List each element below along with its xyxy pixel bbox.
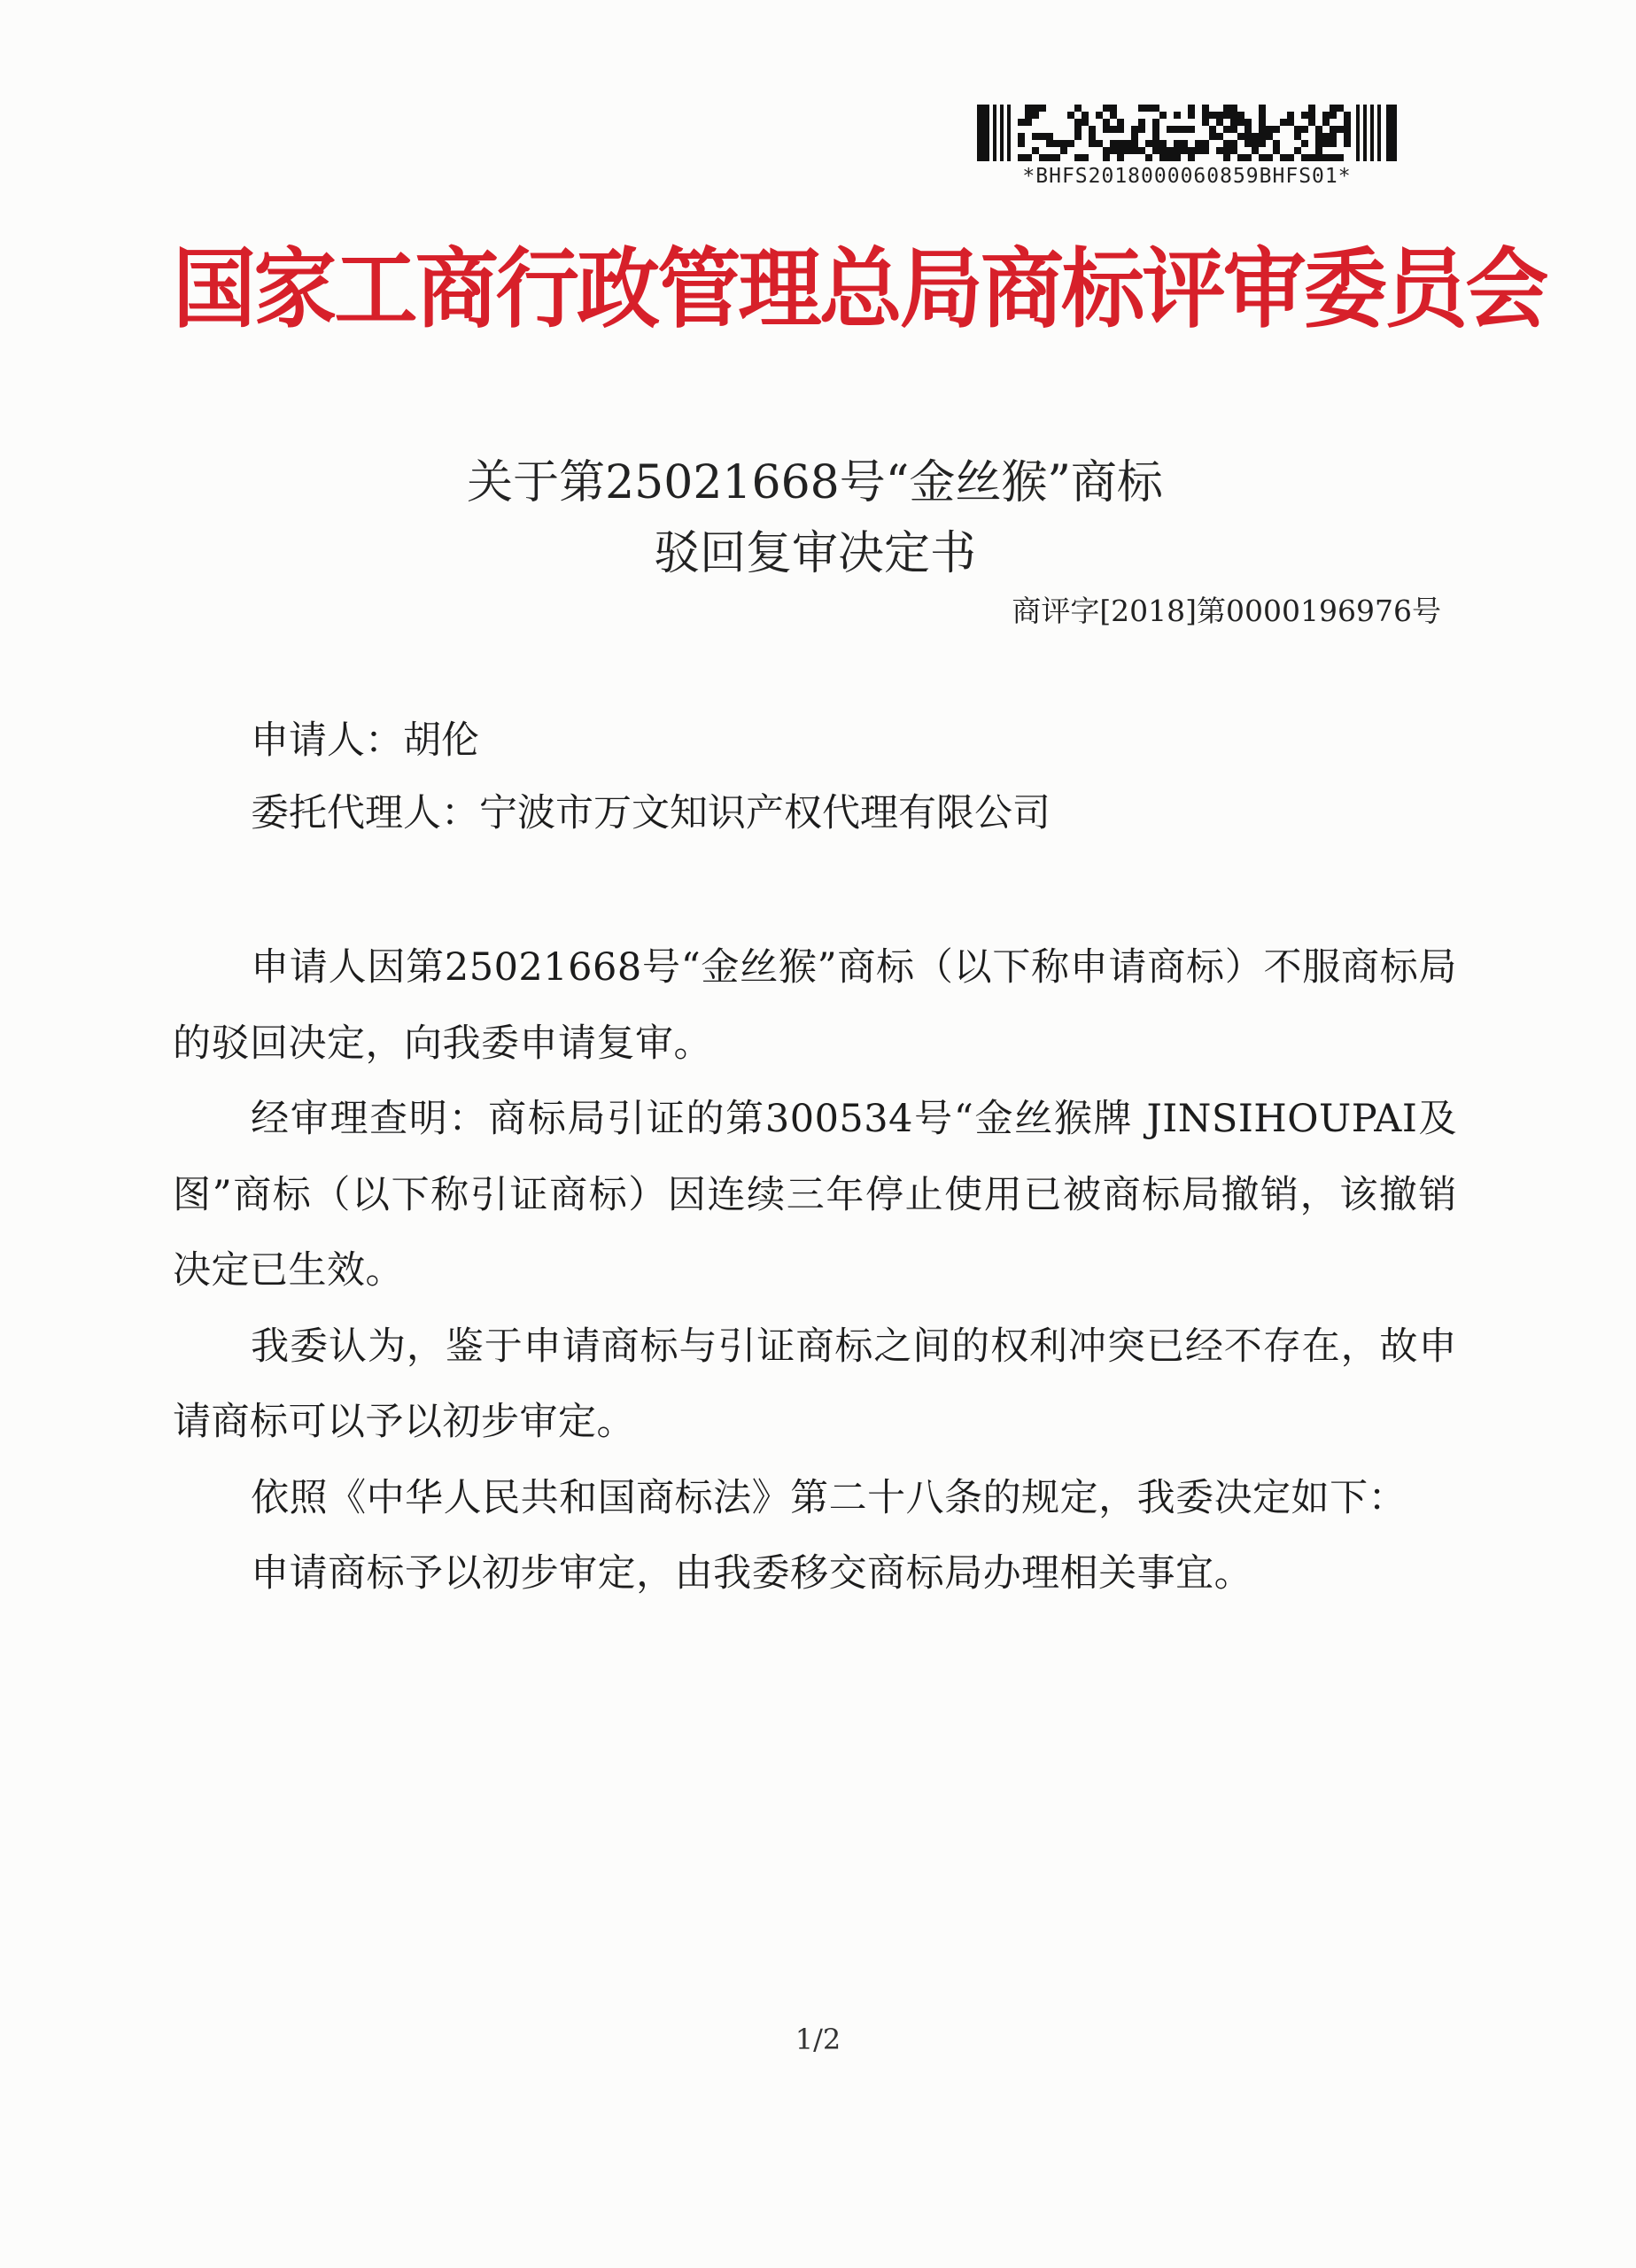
body-paragraph-3: 我委认为，鉴于申请商标与引证商标之间的权利冲突已经不存在，故申请商标可以予以初步审定。 [173, 1324, 1457, 1444]
barcode-text: *BHFS2018000060859BHFS01* [1022, 165, 1352, 188]
body-paragraph-4: 依照《中华人民共和国商标法》第二十八条的规定，我委决定如下： [251, 1475, 1407, 1520]
agent-line: 委托代理人：宁波市万文知识产权代理有限公司 [251, 791, 1051, 835]
body-paragraph-5: 申请商标予以初步审定，由我委移交商标局办理相关事宜。 [251, 1551, 1253, 1596]
decision-body [173, 930, 1457, 1612]
document-title-line-2: 驳回复审决定书 [653, 527, 976, 580]
document-title-line-1: 关于第25021668号“金丝猴”商标 [467, 456, 1163, 509]
document-number: 商评字[2018]第0000196976号 [1012, 594, 1441, 628]
barcode [977, 105, 1397, 161]
applicant-line: 申请人：胡伦 [251, 718, 479, 763]
body-paragraph-1: 申请人因第25021668号“金丝猴”商标（以下称申请商标）不服商标局的驳回决定，向我委申请复审。 [173, 945, 1457, 1066]
organization-header: 国家工商行政管理总局商标评审委员会 [173, 239, 1547, 340]
body-paragraph-2: 经审理查明：商标局引证的第300534号“金丝猴牌 JINSIHOUPAI及图”商标（以下称引证商标）因连续三年停止使用已被商标局撤销，该撤销决定已生效。 [173, 1097, 1457, 1293]
page-number: 1/2 [795, 2023, 841, 2056]
barcode-block [970, 105, 1404, 188]
